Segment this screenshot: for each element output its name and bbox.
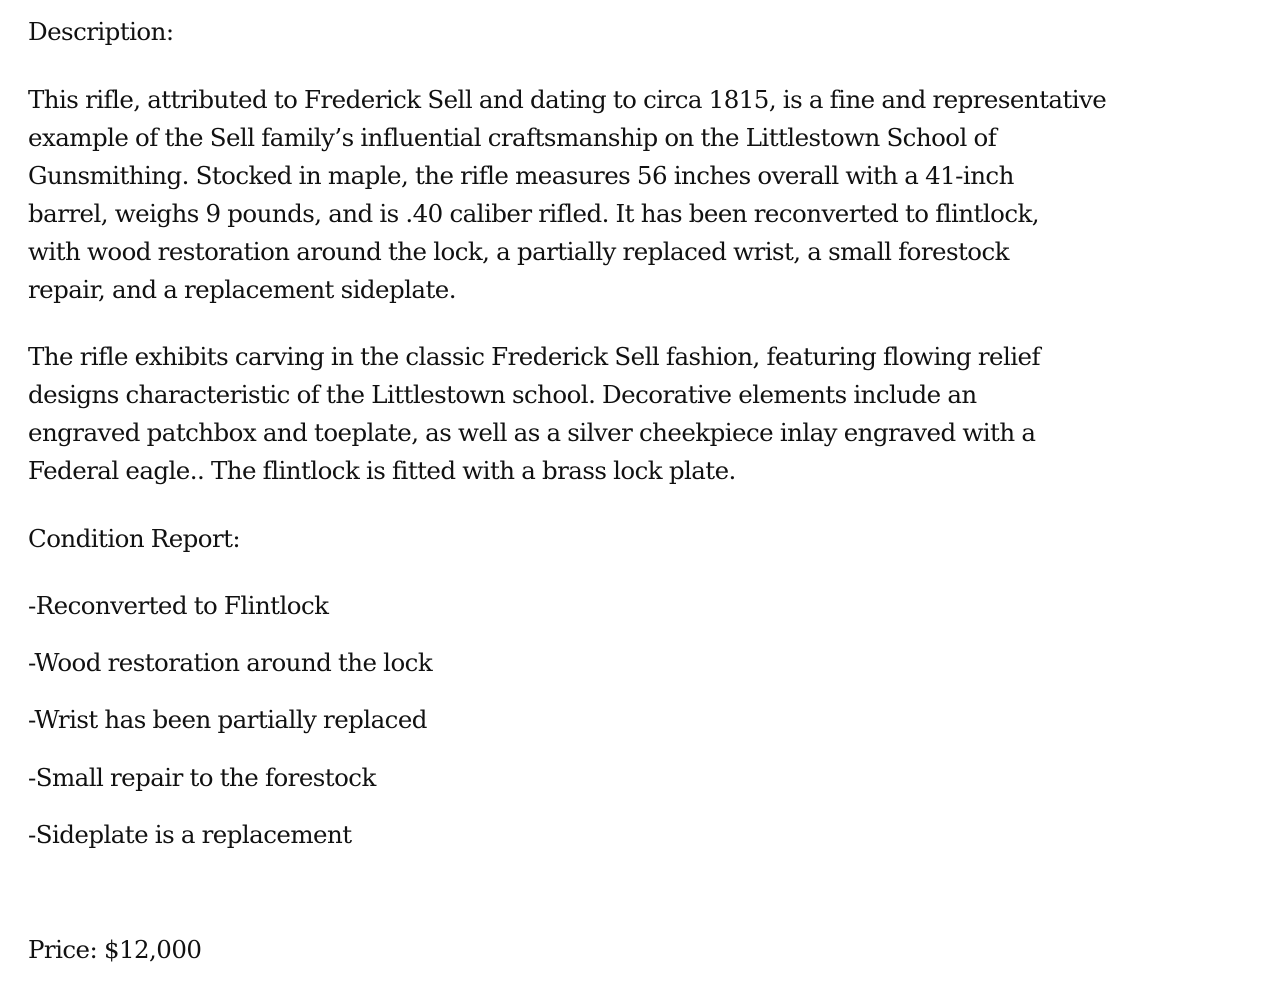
condition-item: -Reconverted to Flintlock [28, 591, 329, 620]
paragraph-line: with wood restoration around the lock, a partially replaced wrist, a small forestock [28, 237, 1009, 266]
paragraph-line: barrel, weighs 9 pounds, and is .40 caliber rifled. It has been reconverted to flintlock, [28, 199, 1040, 228]
paragraph-line: Gunsmithing. Stocked in maple, the rifle measures 56 inches overall with a 41-inch [28, 161, 1014, 190]
condition-report-heading: Condition Report: [28, 524, 241, 553]
paragraph-line: Federal eagle.. The flintlock is fitted with a brass lock plate. [28, 456, 736, 485]
price-label: Price: $12,000 [28, 935, 202, 964]
condition-item: -Sideplate is a replacement [28, 820, 352, 849]
paragraph-line: repair, and a replacement sideplate. [28, 275, 456, 304]
paragraph-line: The rifle exhibits carving in the classic Frederick Sell fashion, featuring flowing relief [28, 342, 1040, 371]
condition-item: -Small repair to the forestock [28, 763, 376, 792]
paragraph-line: engraved patchbox and toeplate, as well as a silver cheekpiece inlay engraved with a [28, 418, 1036, 447]
description-paragraph-1 [28, 81, 1106, 309]
paragraph-line: designs characteristic of the Littlestown school. Decorative elements include an [28, 380, 977, 409]
condition-item: -Wood restoration around the lock [28, 648, 433, 677]
paragraph-line: This rifle, attributed to Frederick Sell and dating to circa 1815, is a fine and representative [28, 85, 1107, 114]
condition-item: -Wrist has been partially replaced [28, 705, 427, 734]
paragraph-line: example of the Sell family’s influential craftsmanship on the Littlestown School of [28, 123, 997, 152]
description-paragraph-2 [28, 338, 1040, 490]
description-heading: Description: [28, 17, 174, 46]
